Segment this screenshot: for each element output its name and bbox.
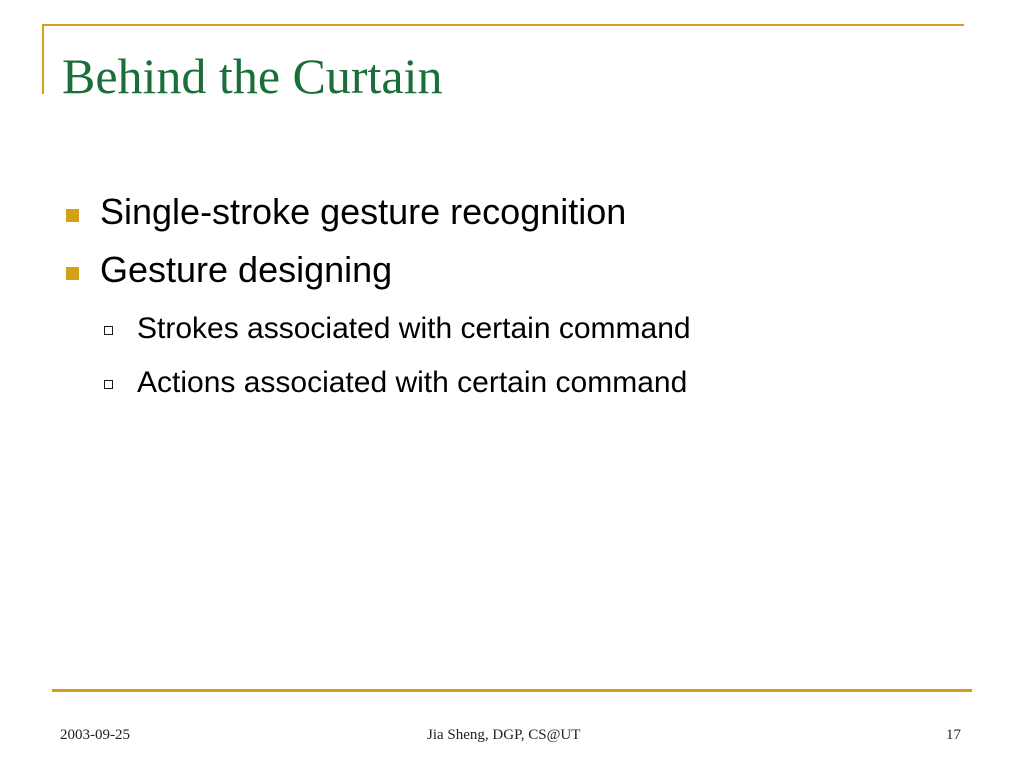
hollow-square-bullet-icon [104, 380, 113, 389]
page-number: 17 [946, 727, 961, 743]
title-frame-top-rule [42, 24, 964, 26]
bullet-text: Single-stroke gesture recognition [100, 191, 627, 232]
footer-author: Jia Sheng, DGP, CS@UT [427, 727, 581, 743]
filled-square-bullet-icon [66, 267, 79, 280]
filled-square-bullet-icon [66, 209, 79, 222]
hollow-square-bullet-icon [104, 326, 113, 335]
footer-rule [52, 689, 972, 692]
slide-title: Behind the Curtain [62, 48, 443, 104]
bullet-text: Gesture designing [100, 249, 393, 290]
title-frame-left-rule [42, 24, 44, 94]
footer-date: 2003-09-25 [60, 727, 130, 743]
sub-bullet-text: Actions associated with certain command [137, 366, 688, 399]
sub-bullet-text: Strokes associated with certain command [137, 312, 691, 345]
